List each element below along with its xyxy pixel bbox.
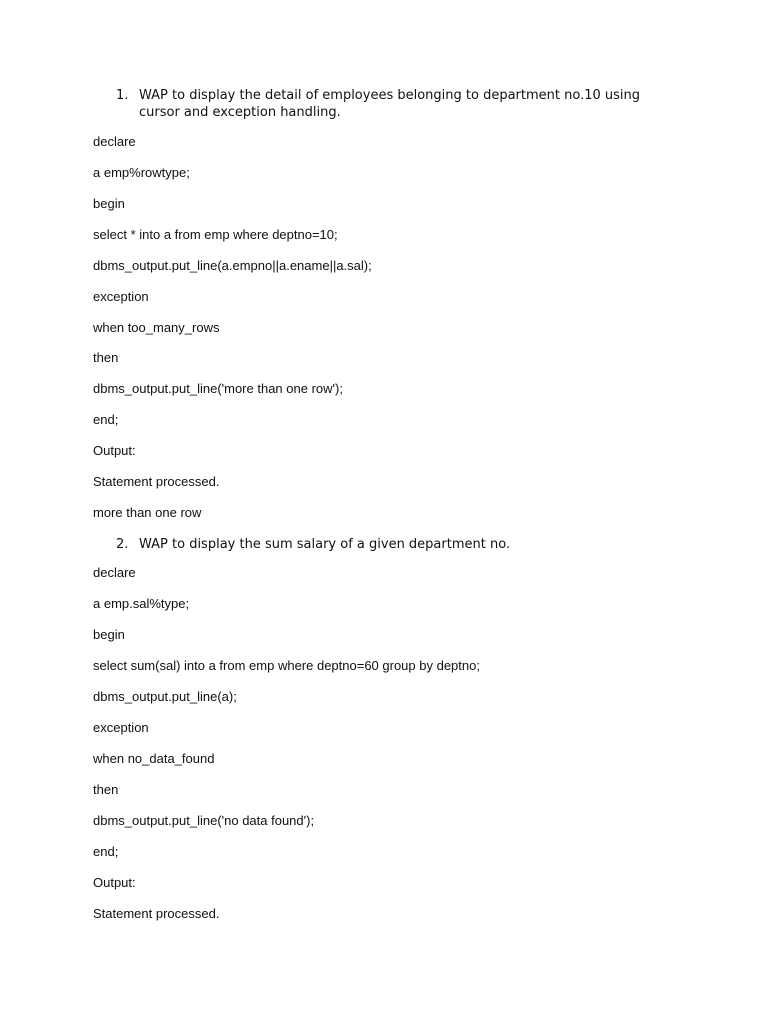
code-line: exception xyxy=(93,720,149,735)
code-line: exception xyxy=(93,289,149,304)
output-line: Statement processed. xyxy=(93,906,220,921)
code-line: when too_many_rows xyxy=(93,320,220,335)
code-line: then xyxy=(93,350,119,365)
question-2-number: 2. xyxy=(116,537,129,552)
question-2-text: WAP to display the sum salary of a given department no. xyxy=(139,537,511,552)
output-label: Output: xyxy=(93,443,136,458)
code-line: dbms_output.put_line(a.empno||a.ename||a.sal); xyxy=(93,258,372,273)
question-1-number: 1. xyxy=(116,88,129,103)
code-line: end; xyxy=(93,412,119,427)
code-line: then xyxy=(93,782,119,797)
question-1-heading xyxy=(116,87,656,121)
code-line: select * into a from emp where deptno=10; xyxy=(93,227,338,242)
code-line: select sum(sal) into a from emp where deptno=60 group by deptno; xyxy=(93,658,480,673)
code-line: when no_data_found xyxy=(93,751,215,766)
code-line: end; xyxy=(93,844,119,859)
code-line: dbms_output.put_line('no data found'); xyxy=(93,813,315,828)
code-line: declare xyxy=(93,134,136,149)
output-line: more than one row xyxy=(93,505,202,520)
code-line: begin xyxy=(93,196,125,211)
output-line: Statement processed. xyxy=(93,474,220,489)
code-line: declare xyxy=(93,565,136,580)
code-line: dbms_output.put_line('more than one row'); xyxy=(93,381,343,396)
code-line: begin xyxy=(93,627,125,642)
code-line: a emp.sal%type; xyxy=(93,596,190,611)
code-line: a emp%rowtype; xyxy=(93,165,190,180)
question-1-text: WAP to display the detail of employees belonging to department no.10 using cursor and exception handling. xyxy=(139,88,641,120)
code-line: dbms_output.put_line(a); xyxy=(93,689,237,704)
output-label: Output: xyxy=(93,875,136,890)
question-2-heading xyxy=(116,536,656,553)
